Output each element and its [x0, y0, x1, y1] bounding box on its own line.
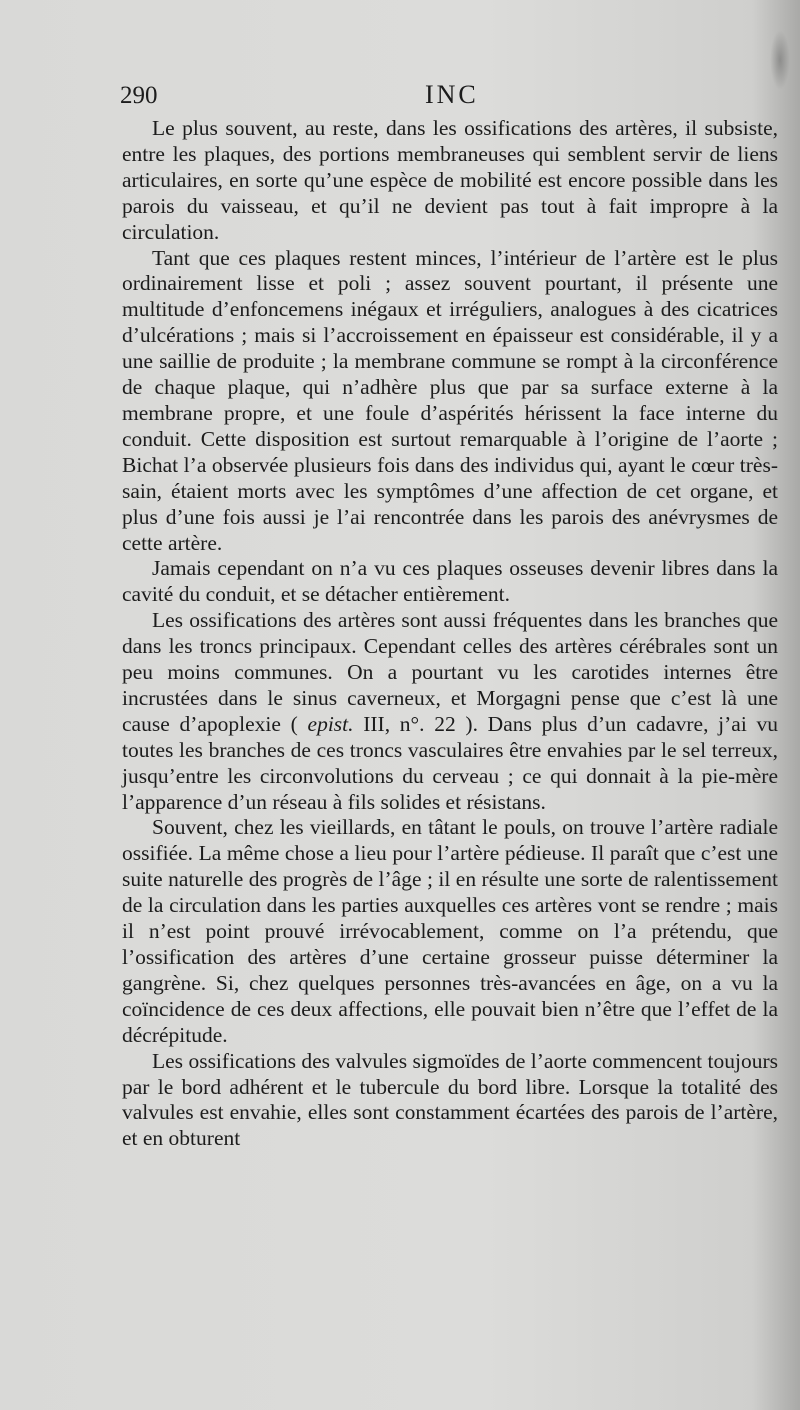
page-edge-smudge [770, 30, 790, 90]
running-head: INC [425, 80, 479, 109]
page-header [120, 82, 540, 114]
paragraph: Les ossifications des valvules sigmoïdes de l’aorte commencent toujours par le bord adhérent et le tubercule du bord libre. Lorsque la totalité des valvules est envahie, elles sont constamment écartées des parois de l’artère, et en obturent [122, 1048, 778, 1151]
paragraph: Souvent, chez les vieillards, en tâtant le pouls, on trouve l’artère radiale ossifiée. La même chose a lieu pour l’artère pédieuse. Il paraît que c’est une suite naturelle des progrès de l’âge ; il en résulte une sorte de ralentissement de la circulation dans les parties auxquelles ces artères vont se rendre ; mais il n’est point prouvé irrévocablement, comme on l’a prétendu, que l’ossification des artères d’une certaine grosseur puisse déterminer la gangrène. Si, chez quelques personnes très-avancées en âge, on a vu la coïncidence de ces deux affections, elle pouvait bien n’être que l’effet de la décrépitude. [122, 815, 778, 1047]
page-number: 290 [120, 82, 158, 109]
paragraph: Tant que ces plaques restent minces, l’intérieur de l’artère est le plus ordinairement lisse et poli ; assez souvent pourtant, il présente une multitude d’enfoncemens inégaux et irréguliers, analogues à des cicatrices d’ulcérations ; mais si l’accroissement en épaisseur est considérable, il y a une saillie de produite ; la membrane commune se rompt à la circonférence de chaque plaque, qui n’adhère plus que par sa surface externe à la membrane propre, et une foule d’aspérités hérissent la face interne du conduit. Cette disposition est surtout remarquable à l’origine de l’aorte ; Bichat l’a observée plusieurs fois dans des individus qui, ayant le cœur très-sain, étaient morts avec les symptômes d’une affection de cet organe, et plus d’une fois aussi je l’ai rencontrée dans les parois des anévrysmes de cette artère. [122, 245, 778, 555]
paragraph-text: Les ossifications des artères sont aussi fréquentes dans les branches que dans les troncs principaux. Cependant celles des artères cérébrales sont un peu moins communes. On a pourtant vu les carotides internes être incrustées dans le sinus caverneux, et Morgagni pense que c’est là une cause d’apoplexie ( [122, 608, 778, 736]
paragraph [122, 608, 778, 815]
paragraph: Le plus souvent, au reste, dans les ossifications des artères, il subsiste, entre les plaques, des portions membraneuses qui semblent servir de liens articulaires, en sorte qu’une espèce de mobilité est encore possible dans les parois du vaisseau, et qu’il ne devient pas tout à fait impropre à la circulation. [122, 116, 778, 244]
body-text [122, 116, 778, 1152]
paragraph: Jamais cependant on n’a vu ces plaques osseuses devenir libres dans la cavité du conduit, et se détacher entièrement. [122, 556, 778, 607]
paragraph-text: III, n°. 22 ). Dans plus d’un cadavre, j’ai vu toutes les branches de ces troncs vasculaires être envahies par le sel terreux, jusqu’entre les circonvolutions du cerveau ; ce qui donnait à la pie-mère l’apparence d’un réseau à fils solides et résistans. [122, 711, 779, 814]
italic-reference: epist. [307, 711, 354, 736]
